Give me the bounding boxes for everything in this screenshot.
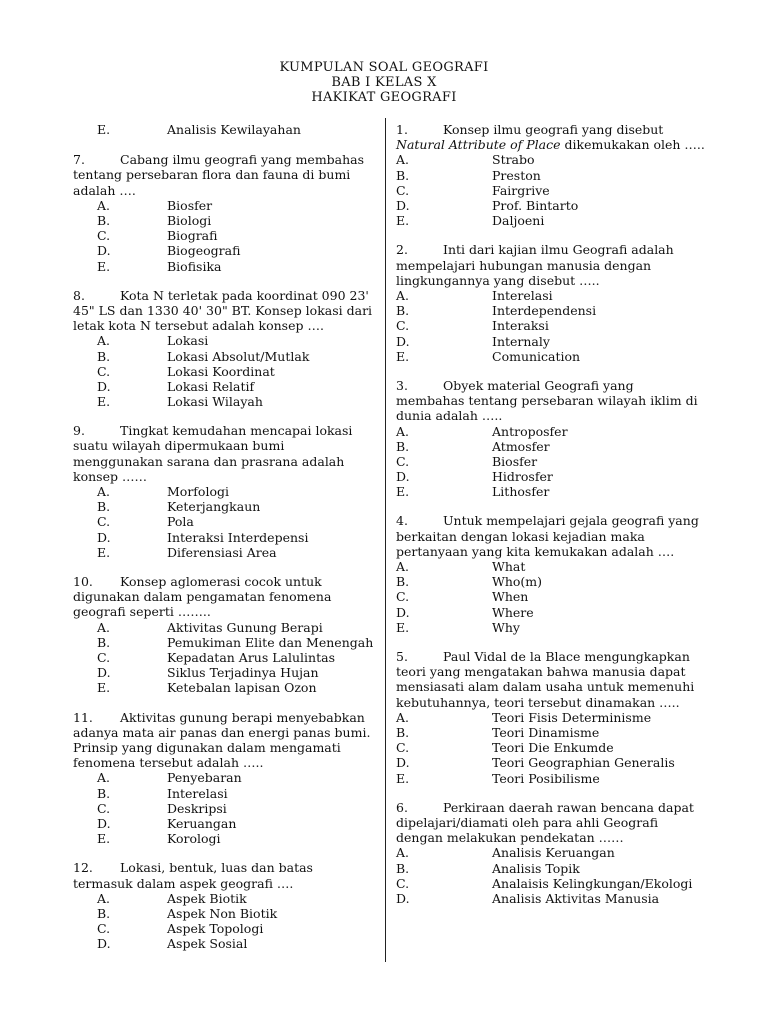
option-c: [73, 650, 373, 665]
question-4: [396, 513, 706, 635]
option-text: Lokasi Relatif: [167, 378, 255, 394]
option-b: [73, 499, 373, 514]
option-text: Biosfer: [492, 453, 538, 469]
option-letter: C.: [97, 650, 111, 666]
option-letter: E.: [97, 258, 111, 274]
option-letter: D.: [97, 378, 111, 394]
question-number: 4.: [396, 513, 408, 529]
option-a: [396, 424, 706, 439]
option-e: [73, 394, 373, 409]
question-stem: Aktivitas gunung berapi menyebabkan adanya mata air panas dan energi panas bumi. Prinsip yang digunakan dalam mengamati fenomena tersebut adalah …..: [73, 709, 371, 771]
question-5: [396, 649, 706, 786]
question-stem-after: dikemukakan oleh …..: [564, 137, 705, 153]
option-letter: A.: [396, 423, 410, 439]
option-text: Lithosfer: [492, 484, 550, 500]
question-stem: Lokasi, bentuk, luas dan batas termasuk dalam aspek geografi ….: [73, 860, 313, 891]
option-d: [73, 379, 373, 394]
option-letter: B.: [97, 785, 111, 801]
option-letter: D.: [97, 243, 111, 259]
option-text: Biogeografi: [167, 243, 241, 259]
question-stem: Tingkat kemudahan mencapai lokasi suatu wilayah dipermukaan bumi menggunakan sarana dan prasrana adalah konsep ……: [73, 423, 353, 484]
column-divider: [385, 118, 386, 962]
question-number: 8.: [73, 287, 85, 303]
option-letter: C.: [97, 228, 111, 244]
option-text: Interelasi: [167, 785, 228, 801]
option-letter: A.: [396, 709, 410, 725]
option-text: Deskripsi: [167, 800, 227, 816]
option-text: Biologi: [167, 212, 212, 228]
option-text: Where: [492, 604, 534, 620]
option-text: Interaksi Interdepensi: [167, 529, 309, 545]
option-letter: A.: [97, 890, 111, 906]
option-letter: A.: [97, 484, 111, 500]
option-letter: C.: [97, 363, 111, 379]
option-e: [73, 259, 373, 274]
option-letter: A.: [97, 770, 111, 786]
option-letter: A.: [97, 333, 111, 349]
option-a: [73, 333, 373, 348]
option-letter: C.: [97, 921, 111, 937]
option-text: Lokasi: [167, 333, 209, 349]
option-text: Atmosfer: [492, 438, 550, 454]
option-text: Interelasi: [492, 287, 553, 303]
option-b: [73, 213, 373, 228]
option-letter: D.: [396, 604, 410, 620]
question-number: 5.: [396, 648, 408, 664]
option-text: Analisis Aktivitas Manusia: [492, 890, 660, 906]
option-letter: A.: [97, 619, 111, 635]
option-letter: D.: [396, 197, 410, 213]
option-text: Biografi: [167, 228, 218, 244]
option-text: Lokasi Koordinat: [167, 363, 275, 379]
option-c: [73, 514, 373, 529]
option-d: [73, 665, 373, 680]
question-12: [73, 860, 373, 951]
option-d: [73, 243, 373, 258]
option-letter: D.: [97, 529, 111, 545]
question-stem: Untuk mempelajari gejala geografi yang berkaitan dengan lokasi kejadian maka pertanyaan yang kita kemukakan adalah ….: [396, 513, 699, 559]
option-text: Lokasi Absolut/Mutlak: [167, 348, 310, 364]
option-letter: B.: [396, 303, 410, 319]
option-letter: A.: [396, 845, 410, 861]
option-letter: E.: [396, 619, 410, 635]
option-c: [73, 364, 373, 379]
question-stem: Cabang ilmu geografi yang membahas tentang persebaran flora dan fauna di bumi adalah ….: [73, 152, 365, 198]
option-c: [396, 183, 706, 198]
option-a: [396, 710, 706, 725]
right-column: [396, 122, 706, 920]
option-text: Analisis Kewilayahan: [167, 122, 301, 137]
option-letter: D.: [97, 815, 111, 831]
option-b: [396, 439, 706, 454]
option-letter: E.: [97, 544, 111, 560]
option-text: Comunication: [492, 348, 581, 364]
document-title: [0, 60, 768, 105]
option-letter: A.: [396, 287, 410, 303]
option-text: Teori Dinamisme: [492, 724, 600, 740]
option-letter: E.: [396, 213, 410, 229]
option-text: Aspek Topologi: [167, 921, 264, 937]
option-letter: B.: [97, 634, 111, 650]
option-text: Lokasi Wilayah: [167, 394, 263, 410]
option-letter: E.: [97, 394, 111, 410]
option-text: Diferensiasi Area: [167, 544, 277, 560]
option-d: [73, 936, 373, 951]
option-e: [396, 771, 706, 786]
option-c: [73, 228, 373, 243]
option-letter: B.: [97, 905, 111, 921]
option-letter: A.: [396, 559, 410, 575]
option-text: Preston: [492, 167, 541, 183]
option-d: [396, 891, 706, 906]
option-letter: C.: [396, 875, 410, 891]
option-text: Teori Die Enkumde: [492, 740, 614, 756]
option-c: [396, 318, 706, 333]
option-text: Antroposfer: [492, 423, 568, 439]
question-stem: Kota N terletak pada koordinat 090 23' 45" LS dan 1330 40' 30" BT. Konsep lokasi dari letak kota N tersebut adalah konsep ….: [73, 287, 373, 334]
option-text: Ketebalan lapisan Ozon: [167, 680, 317, 696]
title-line-1: KUMPULAN SOAL GEOGRAFI: [279, 60, 489, 75]
option-text: Keruangan: [167, 815, 237, 831]
option-text: Daljoeni: [492, 213, 545, 229]
question-number: 2.: [396, 242, 408, 258]
option-letter: C.: [97, 800, 111, 816]
option-text: Siklus Terjadinya Hujan: [167, 665, 319, 681]
option-text: What: [492, 559, 526, 575]
option-a: [396, 152, 706, 167]
question-number: 12.: [73, 860, 93, 876]
carry-over-option: [73, 122, 373, 137]
option-text: Analisis Topik: [492, 860, 580, 876]
option-letter: B.: [396, 438, 410, 454]
option-letter: A.: [396, 152, 410, 168]
question-number: 11.: [73, 709, 93, 725]
option-letter: C.: [396, 453, 410, 469]
option-letter: C.: [97, 514, 111, 530]
option-c: [73, 801, 373, 816]
option-text: Pola: [167, 514, 194, 530]
option-text: Prof. Bintarto: [492, 197, 579, 213]
option-letter: C.: [396, 318, 410, 334]
option-text: Internaly: [492, 333, 550, 349]
option-letter: D.: [396, 333, 410, 349]
option-text: Fairgrive: [492, 182, 550, 198]
option-text: Teori Posibilisme: [492, 770, 600, 786]
option-text: Keterjangkaun: [167, 499, 261, 515]
option-text: Biofisika: [167, 258, 222, 274]
option-text: Hidrosfer: [492, 469, 553, 485]
question-1: [396, 122, 706, 228]
option-e: [396, 484, 706, 499]
option-b: [73, 906, 373, 921]
option-c: [73, 921, 373, 936]
question-number: 1.: [396, 122, 408, 137]
title-line-2: BAB I KELAS X: [331, 75, 437, 90]
option-text: Strabo: [492, 152, 535, 168]
option-text: When: [492, 589, 529, 605]
left-column: [73, 122, 373, 965]
option-text: Aspek Non Biotik: [167, 905, 278, 921]
option-text: Why: [492, 619, 520, 635]
option-e: [396, 349, 706, 364]
option-text: Biosfer: [167, 197, 213, 213]
question-stem: Konsep aglomerasi cocok untuk digunakan dalam pengamatan fenomena geografi seperti ……..: [73, 574, 332, 620]
option-d: [396, 334, 706, 349]
option-text: Korologi: [167, 831, 221, 847]
option-d: [396, 469, 706, 484]
question-number: 3.: [396, 377, 408, 393]
option-a: [396, 559, 706, 574]
option-b: [396, 725, 706, 740]
option-letter: E.: [97, 680, 111, 696]
option-text: Aspek Sosial: [167, 936, 248, 952]
question-8: [73, 288, 373, 410]
option-letter: A.: [97, 197, 111, 213]
option-c: [396, 589, 706, 604]
option-text: Who(m): [492, 574, 543, 590]
question-stem: Inti dari kajian ilmu Geografi adalah mempelajari hubungan manusia dengan lingkungannya yang disebut …..: [396, 242, 674, 288]
question-stem: Paul Vidal de la Blace mengungkapkan teori yang mengatakan bahwa manusia dapat mensiasati alam dalam usaha untuk memenuhi kebutuhannya, teori tersebut dinamakan …..: [396, 648, 695, 710]
option-letter: D.: [396, 755, 410, 771]
question-3: [396, 378, 706, 500]
option-letter: E.: [97, 122, 111, 137]
question-6: [396, 800, 706, 906]
question-stem-before: Konsep ilmu geografi yang disebut: [443, 122, 664, 137]
option-b: [396, 574, 706, 589]
option-e: [396, 620, 706, 635]
question-2: [396, 242, 706, 364]
option-b: [73, 786, 373, 801]
option-letter: C.: [396, 182, 410, 198]
question-11: [73, 710, 373, 847]
option-letter: C.: [396, 589, 410, 605]
option-b: [396, 303, 706, 318]
option-e: [73, 680, 373, 695]
option-text: Teori Fisis Determinisme: [492, 709, 652, 725]
option-c: [396, 740, 706, 755]
option-letter: D.: [97, 665, 111, 681]
option-b: [73, 635, 373, 650]
option-b: [73, 349, 373, 364]
question-10: [73, 574, 373, 696]
option-d: [73, 530, 373, 545]
question-stem-italic: Natural Attribute of Place: [396, 137, 561, 153]
option-text: Aspek Biotik: [167, 890, 247, 906]
question-stem: Perkiraan daerah rawan bencana dapat dipelajari/diamati oleh para ahli Geografi dengan melakukan pendekatan ……: [396, 799, 694, 846]
option-letter: B.: [97, 348, 111, 364]
option-letter: D.: [97, 936, 111, 952]
option-a: [73, 620, 373, 635]
option-text: Aktivitas Gunung Berapi: [167, 619, 323, 635]
option-text: Analisis Keruangan: [492, 845, 615, 861]
option-letter: E.: [396, 484, 410, 500]
option-a: [396, 845, 706, 860]
option-d: [396, 755, 706, 770]
option-a: [396, 288, 706, 303]
option-a: [73, 891, 373, 906]
option-letter: B.: [396, 724, 410, 740]
option-letter: E.: [396, 348, 410, 364]
option-b: [396, 168, 706, 183]
option-letter: E.: [97, 831, 111, 847]
question-number: 6.: [396, 799, 408, 815]
question-number: 9.: [73, 423, 85, 439]
option-a: [73, 484, 373, 499]
option-text: Analaisis Kelingkungan/Ekologi: [492, 875, 693, 891]
option-text: Morfologi: [167, 484, 229, 500]
option-d: [73, 816, 373, 831]
question-number: 7.: [73, 152, 85, 168]
option-letter: D.: [396, 890, 410, 906]
option-d: [396, 198, 706, 213]
option-letter: C.: [396, 740, 410, 756]
question-7: [73, 152, 373, 274]
option-a: [73, 198, 373, 213]
option-letter: D.: [396, 469, 410, 485]
question-stem: Obyek material Geografi yang membahas tentang persebaran wilayah iklim di dunia adalah …..: [396, 377, 698, 424]
option-text: Pemukiman Elite dan Menengah: [167, 634, 374, 650]
option-letter: B.: [396, 574, 410, 590]
option-c: [396, 876, 706, 891]
question-9: [73, 423, 373, 560]
option-letter: B.: [396, 167, 410, 183]
option-e: [73, 831, 373, 846]
option-letter: E.: [396, 770, 410, 786]
option-letter: B.: [396, 860, 410, 876]
option-a: [73, 770, 373, 785]
option-letter: B.: [97, 499, 111, 515]
option-b: [396, 861, 706, 876]
option-text: Kepadatan Arus Lalulintas: [167, 650, 335, 666]
title-line-3: HAKIKAT GEOGRAFI: [311, 90, 457, 105]
option-d: [396, 605, 706, 620]
option-text: Teori Geographian Generalis: [492, 755, 675, 771]
question-number: 10.: [73, 574, 93, 590]
option-letter: B.: [97, 212, 111, 228]
option-e: [396, 213, 706, 228]
option-text: Interdependensi: [492, 303, 597, 319]
option-text: Penyebaran: [167, 770, 242, 786]
option-c: [396, 454, 706, 469]
option-e: [73, 545, 373, 560]
option-text: Interaksi: [492, 318, 549, 334]
